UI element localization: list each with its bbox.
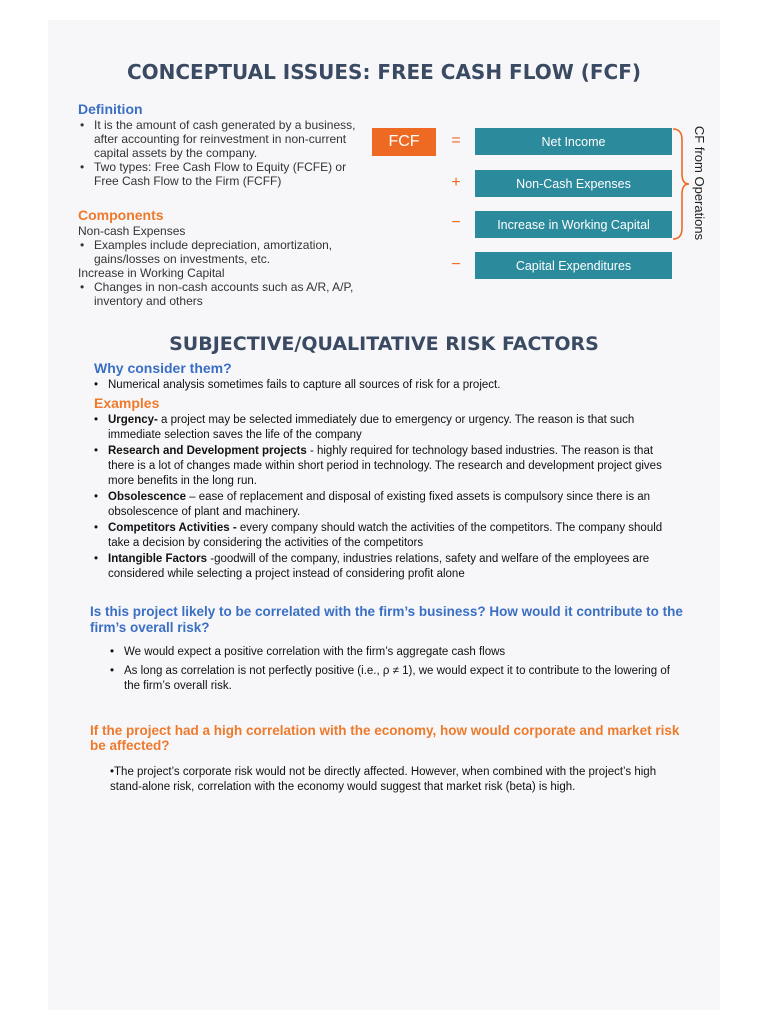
example-text: -goodwill of the company, industries relations, safety and welfare of the employees are considered while selecting a project instead of considering profit alone — [108, 553, 650, 580]
correlation-answers — [108, 645, 673, 694]
noncash-bullet: • Examples include depreciation, amortization, gains/losses on investments, etc. — [78, 238, 378, 266]
definition-bullet: • Two types: Free Cash Flow to Equity (FCFE) or Free Cash Flow to the Firm (FCFF) — [78, 160, 374, 188]
example-text: – ease of replacement and disposal of existing fixed assets is compulsory since there is an obsolescence of plant and machinery. — [108, 491, 651, 518]
example-rnd — [92, 444, 682, 489]
noncash-expenses-box: Non-Cash Expenses — [475, 170, 672, 197]
example-term: Obsolescence — [108, 491, 186, 503]
risk-title: SUBJECTIVE/QUALITATIVE RISK FACTORS — [169, 333, 599, 355]
components-heading: Components — [78, 207, 164, 223]
why-heading: Why consider them? — [94, 360, 232, 376]
examples-heading: Examples — [94, 395, 160, 411]
example-text: - highly required for technology based industries. The reason is that there is a lot of changes made within short period in technology. The research and development project gives more benefits in the long run. — [108, 445, 662, 487]
example-urgency — [92, 413, 682, 443]
example-term: Research and Development projects — [108, 445, 307, 457]
example-intangible — [92, 552, 682, 582]
examples-list — [92, 413, 682, 582]
definition-list — [78, 118, 374, 188]
working-capital-box: Increase in Working Capital — [475, 211, 672, 238]
cf-operations-label: CF from Operations — [692, 125, 707, 241]
fcf-title: CONCEPTUAL ISSUES: FREE CASH FLOW (FCF) — [126, 60, 642, 84]
economy-question: If the project had a high correlation with the economy, how would corporate and market risk be affected? — [90, 723, 680, 753]
correlation-bullet: • As long as correlation is not perfectly positive (i.e., ρ ≠ 1), we would expect it to contribute to the lowering of the firm’s overall risk. — [108, 664, 673, 694]
why-list — [92, 378, 682, 393]
example-obsolescence — [92, 490, 682, 520]
working-capital-bullet: • Changes in non-cash accounts such as A/R, A/P, inventory and others — [78, 280, 378, 308]
operations-bracket — [672, 128, 690, 240]
correlation-bullet: • We would expect a positive correlation with the firm’s aggregate cash flows — [108, 645, 673, 660]
noncash-label: Non-cash Expenses — [78, 224, 186, 238]
example-term: Competitors Activities - — [108, 522, 237, 534]
plus-sign: + — [451, 174, 461, 191]
example-term: Urgency- — [108, 414, 158, 426]
minus-sign: − — [451, 214, 461, 231]
components-body — [78, 224, 378, 308]
noncash-list — [78, 238, 378, 266]
example-term: Intangible Factors — [108, 553, 208, 565]
equals-sign: = — [451, 132, 461, 149]
why-bullet: • Numerical analysis sometimes fails to capture all sources of risk for a project. — [92, 378, 682, 393]
example-text: every company should watch the activities of the competitors. The company should take a decision by considering the activities of the competitors — [108, 522, 663, 549]
correlation-question: Is this project likely to be correlated with the firm’s business? How would it contribute to the firm’s overall risk? — [90, 604, 683, 635]
working-capital-list — [78, 280, 378, 308]
definition-heading: Definition — [78, 101, 143, 117]
working-capital-label: Increase in Working Capital — [78, 266, 225, 280]
economy-answer: •The project’s corporate risk would not be directly affected. However, when combined with the project’s high stand-alone risk, correlation with the economy would suggest that market risk (beta) is high. — [110, 766, 657, 793]
net-income-box: Net Income — [475, 128, 672, 155]
capex-box: Capital Expenditures — [475, 252, 672, 279]
fcf-box: FCF — [372, 128, 436, 156]
example-text: a project may be selected immediately due to emergency or urgency. The reason is that such immediate selection saves the life of the company — [108, 414, 635, 441]
minus-sign: − — [451, 256, 461, 273]
example-competitors — [92, 521, 682, 551]
definition-bullet: • It is the amount of cash generated by a business, after accounting for reinvestment in non-current capital assets by the company. — [78, 118, 374, 160]
